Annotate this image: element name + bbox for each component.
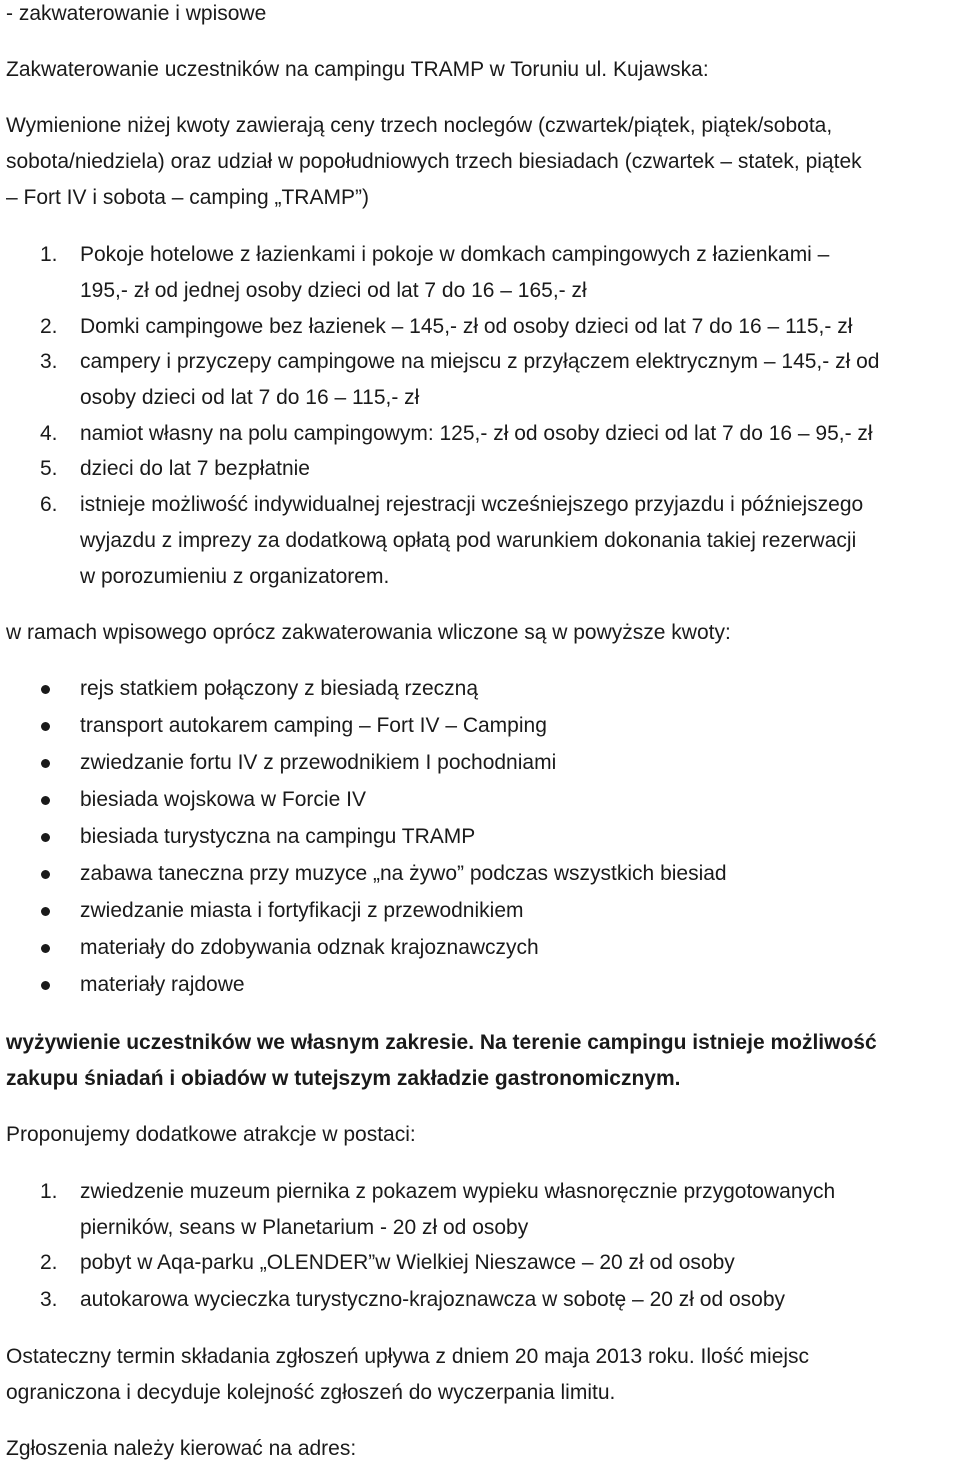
- price-item-number: 4.: [40, 422, 58, 445]
- bullet: [41, 796, 50, 805]
- included-item: zabawa taneczna przy muzyce „na żywo” podczas wszystkich biesiad: [80, 862, 727, 885]
- price-item-text: osoby dzieci od lat 7 do 16 – 115,- zł: [80, 386, 420, 409]
- extra-item-number: 1.: [40, 1180, 58, 1203]
- price-item-number: 3.: [40, 350, 58, 373]
- included-item: transport autokarem camping – Fort IV – Camping: [80, 714, 547, 737]
- deadline-note: Ostateczny termin składania zgłoszeń upływa z dniem 20 maja 2013 roku. Ilość miejsc: [6, 1345, 810, 1368]
- included-item: zwiedzanie fortu IV z przewodnikiem I pochodniami: [80, 751, 557, 774]
- bullet: [41, 907, 50, 916]
- extra-item-number: 2.: [40, 1251, 58, 1274]
- price-item-number: 6.: [40, 493, 58, 516]
- price-item-text: w porozumieniu z organizatorem.: [80, 565, 390, 588]
- extras-intro: Proponujemy dodatkowe atrakcje w postaci:: [6, 1123, 416, 1146]
- bullet: [41, 870, 50, 879]
- included-intro: w ramach wpisowego oprócz zakwaterowania wliczone są w powyższe kwoty:: [6, 621, 731, 644]
- bullet: [41, 833, 50, 842]
- section-heading: - zakwaterowanie i wpisowe: [6, 2, 267, 25]
- price-item-number: 2.: [40, 315, 58, 338]
- price-item-text: Domki campingowe bez łazienek – 145,- zł od osoby dzieci od lat 7 do 16 – 115,- zł: [80, 315, 853, 338]
- food-note: zakupu śniadań i obiadów w tutejszym zakładzie gastronomicznym.: [6, 1067, 681, 1090]
- intro-line: sobota/niedziela) oraz udział w popołudniowych trzech biesiadach (czwartek – statek, piątek: [6, 150, 862, 173]
- address-intro: Zgłoszenia należy kierować na adres:: [6, 1437, 357, 1460]
- price-item-text: wyjazdu z imprezy za dodatkową opłatą pod warunkiem dokonania takiej rezerwacji: [80, 529, 857, 552]
- included-item: materiały do zdobywania odznak krajoznawczych: [80, 936, 539, 959]
- included-item: zwiedzanie miasta i fortyfikacji z przewodnikiem: [80, 899, 524, 922]
- price-item-text: istnieje możliwość indywidualnej rejestracji wcześniejszego przyjazdu i późniejszego: [80, 493, 864, 516]
- deadline-note: ograniczona i decyduje kolejność zgłoszeń do wyczerpania limitu.: [6, 1381, 616, 1404]
- bullet: [41, 722, 50, 731]
- intro-line: Zakwaterowanie uczestników na campingu TRAMP w Toruniu ul. Kujawska:: [6, 58, 709, 81]
- intro-line: Wymienione niżej kwoty zawierają ceny trzech noclegów (czwartek/piątek, piątek/sobota,: [6, 114, 833, 137]
- included-item: biesiada turystyczna na campingu TRAMP: [80, 825, 476, 848]
- price-item-text: namiot własny na polu campingowym: 125,- zł od osoby dzieci od lat 7 do 16 – 95,- zł: [80, 422, 873, 445]
- bullet: [41, 685, 50, 694]
- included-item: rejs statkiem połączony z biesiadą rzeczną: [80, 677, 479, 700]
- intro-line: – Fort IV i sobota – camping „TRAMP”): [6, 186, 369, 209]
- extra-item-text: pobyt w Aqa-parku „OLENDER”w Wielkiej Nieszawce – 20 zł od osoby: [80, 1251, 735, 1274]
- food-note: wyżywienie uczestników we własnym zakresie. Na terenie campingu istnieje możliwość: [6, 1031, 877, 1054]
- price-item-text: campery i przyczepy campingowe na miejscu z przyłączem elektrycznym – 145,- zł od: [80, 350, 880, 373]
- bullet: [41, 981, 50, 990]
- included-item: biesiada wojskowa w Forcie IV: [80, 788, 366, 811]
- price-item-number: 1.: [40, 243, 58, 266]
- price-item-text: Pokoje hotelowe z łazienkami i pokoje w domkach campingowych z łazienkami –: [80, 243, 830, 266]
- price-item-number: 5.: [40, 457, 58, 480]
- price-item-text: 195,- zł od jednej osoby dzieci od lat 7 do 16 – 165,- zł: [80, 279, 587, 302]
- price-item-text: dzieci do lat 7 bezpłatnie: [80, 457, 310, 480]
- extra-item-text: autokarowa wycieczka turystyczno-krajoznawcza w sobotę – 20 zł od osoby: [80, 1288, 785, 1311]
- bullet: [41, 759, 50, 768]
- extra-item-text: pierników, seans w Planetarium - 20 zł od osoby: [80, 1216, 529, 1239]
- bullet: [41, 944, 50, 953]
- extra-item-number: 3.: [40, 1288, 58, 1311]
- included-item: materiały rajdowe: [80, 973, 245, 996]
- extra-item-text: zwiedzenie muzeum piernika z pokazem wypieku własnoręcznie przygotowanych: [80, 1180, 836, 1203]
